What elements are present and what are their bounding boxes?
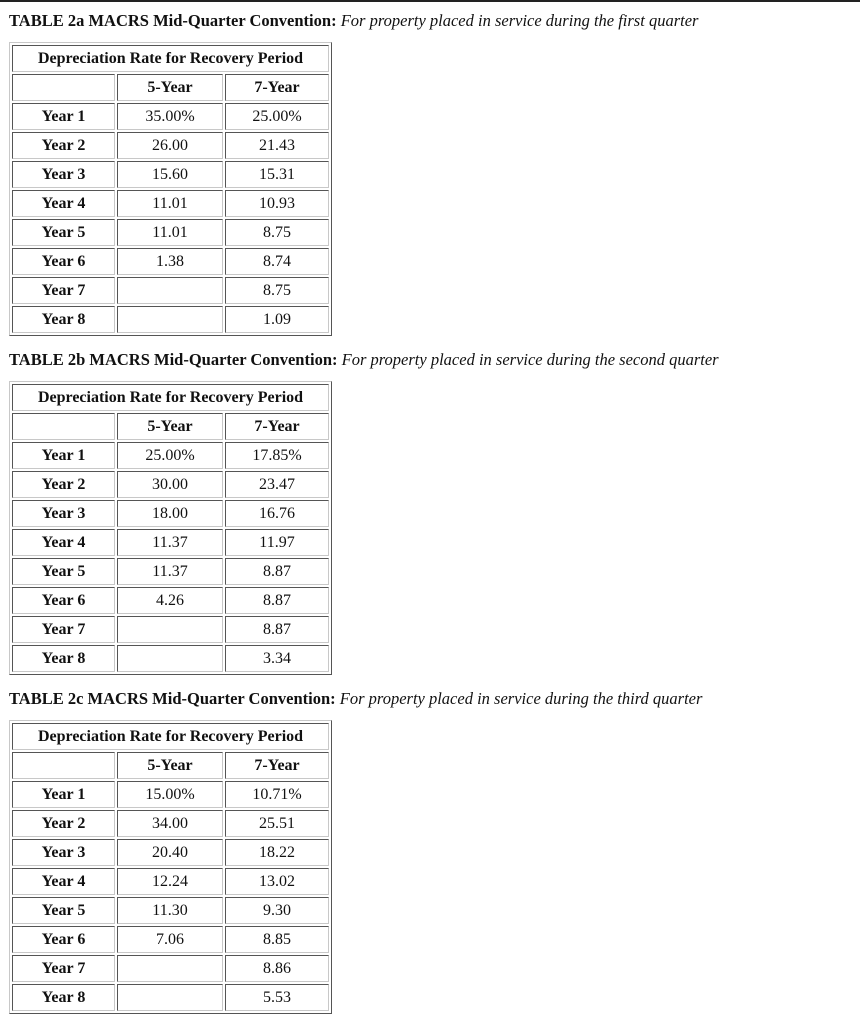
table-row <box>12 132 329 159</box>
table-row <box>12 500 329 527</box>
five-year-rate <box>117 306 223 333</box>
table-row <box>12 587 329 614</box>
five-year-rate: 15.00% <box>117 781 223 808</box>
seven-year-rate: 3.34 <box>225 645 329 672</box>
seven-year-rate: 11.97 <box>225 529 329 556</box>
top-rule <box>0 0 860 2</box>
five-year-rate: 11.37 <box>117 558 223 585</box>
table-row <box>12 219 329 246</box>
column-header-row <box>12 74 329 101</box>
five-year-rate: 7.06 <box>117 926 223 953</box>
column-header-row <box>12 413 329 440</box>
five-year-header: 5-Year <box>117 74 223 101</box>
seven-year-rate: 8.86 <box>225 955 329 982</box>
five-year-rate <box>117 616 223 643</box>
caption-lead: TABLE 2b MACRS Mid-Quarter Convention: <box>9 350 338 369</box>
year-label: Year 5 <box>12 558 115 585</box>
seven-year-header: 7-Year <box>225 752 329 779</box>
table-2c-section <box>9 689 703 1006</box>
table-2a-section <box>9 11 699 328</box>
recovery-period-header: Depreciation Rate for Recovery Period <box>12 45 329 72</box>
seven-year-rate: 23.47 <box>225 471 329 498</box>
five-year-rate: 11.01 <box>117 190 223 217</box>
seven-year-rate: 15.31 <box>225 161 329 188</box>
table-2b <box>9 381 332 675</box>
table-2c-caption <box>9 689 702 709</box>
caption-description: For property placed in service during the second quarter <box>341 350 719 369</box>
table-row <box>12 781 329 808</box>
blank-header-cell <box>12 752 115 779</box>
year-label: Year 4 <box>12 190 115 217</box>
five-year-rate: 34.00 <box>117 810 223 837</box>
recovery-period-header: Depreciation Rate for Recovery Period <box>12 723 329 750</box>
year-label: Year 6 <box>12 248 115 275</box>
table-row <box>12 984 329 1011</box>
year-label: Year 4 <box>12 529 115 556</box>
seven-year-rate: 18.22 <box>225 839 329 866</box>
seven-year-rate: 8.87 <box>225 616 329 643</box>
seven-year-rate: 8.75 <box>225 277 329 304</box>
five-year-rate: 4.26 <box>117 587 223 614</box>
seven-year-rate: 8.75 <box>225 219 329 246</box>
seven-year-rate: 8.87 <box>225 558 329 585</box>
year-label: Year 7 <box>12 616 115 643</box>
table-2b-caption <box>9 350 719 370</box>
year-label: Year 6 <box>12 926 115 953</box>
five-year-rate: 1.38 <box>117 248 223 275</box>
seven-year-rate: 8.74 <box>225 248 329 275</box>
year-label: Year 3 <box>12 839 115 866</box>
seven-year-rate: 8.87 <box>225 587 329 614</box>
year-label: Year 7 <box>12 277 115 304</box>
caption-lead: TABLE 2c MACRS Mid-Quarter Convention: <box>9 689 336 708</box>
five-year-rate <box>117 645 223 672</box>
five-year-rate <box>117 277 223 304</box>
table-row <box>12 955 329 982</box>
year-label: Year 3 <box>12 500 115 527</box>
five-year-rate: 30.00 <box>117 471 223 498</box>
five-year-rate: 18.00 <box>117 500 223 527</box>
year-label: Year 2 <box>12 810 115 837</box>
table-2c <box>9 720 332 1014</box>
table-row <box>12 306 329 333</box>
seven-year-rate: 25.51 <box>225 810 329 837</box>
year-label: Year 3 <box>12 161 115 188</box>
seven-year-rate: 1.09 <box>225 306 329 333</box>
five-year-rate: 35.00% <box>117 103 223 130</box>
table-row <box>12 103 329 130</box>
header-row <box>12 45 329 72</box>
header-row <box>12 723 329 750</box>
table-row <box>12 529 329 556</box>
seven-year-rate: 16.76 <box>225 500 329 527</box>
seven-year-rate: 10.93 <box>225 190 329 217</box>
year-label: Year 6 <box>12 587 115 614</box>
year-label: Year 7 <box>12 955 115 982</box>
recovery-period-header: Depreciation Rate for Recovery Period <box>12 384 329 411</box>
year-label: Year 8 <box>12 984 115 1011</box>
five-year-rate: 11.30 <box>117 897 223 924</box>
year-label: Year 2 <box>12 132 115 159</box>
table-row <box>12 897 329 924</box>
table-row <box>12 868 329 895</box>
table-row <box>12 839 329 866</box>
seven-year-rate: 25.00% <box>225 103 329 130</box>
seven-year-header: 7-Year <box>225 413 329 440</box>
table-row <box>12 926 329 953</box>
table-row <box>12 616 329 643</box>
five-year-rate <box>117 984 223 1011</box>
year-label: Year 8 <box>12 306 115 333</box>
seven-year-rate: 13.02 <box>225 868 329 895</box>
table-2b-section <box>9 350 719 667</box>
table-row <box>12 161 329 188</box>
table-row <box>12 277 329 304</box>
caption-description: For property placed in service during the first quarter <box>340 11 699 30</box>
year-label: Year 5 <box>12 897 115 924</box>
seven-year-rate: 5.53 <box>225 984 329 1011</box>
caption-lead: TABLE 2a MACRS Mid-Quarter Convention: <box>9 11 337 30</box>
column-header-row <box>12 752 329 779</box>
table-row <box>12 442 329 469</box>
blank-header-cell <box>12 74 115 101</box>
five-year-rate: 15.60 <box>117 161 223 188</box>
year-label: Year 1 <box>12 103 115 130</box>
header-row <box>12 384 329 411</box>
seven-year-rate: 21.43 <box>225 132 329 159</box>
year-label: Year 1 <box>12 781 115 808</box>
five-year-header: 5-Year <box>117 413 223 440</box>
five-year-rate: 11.37 <box>117 529 223 556</box>
year-label: Year 4 <box>12 868 115 895</box>
year-label: Year 5 <box>12 219 115 246</box>
five-year-rate: 20.40 <box>117 839 223 866</box>
seven-year-rate: 17.85% <box>225 442 329 469</box>
seven-year-header: 7-Year <box>225 74 329 101</box>
year-label: Year 8 <box>12 645 115 672</box>
seven-year-rate: 10.71% <box>225 781 329 808</box>
seven-year-rate: 9.30 <box>225 897 329 924</box>
table-row <box>12 190 329 217</box>
five-year-header: 5-Year <box>117 752 223 779</box>
seven-year-rate: 8.85 <box>225 926 329 953</box>
five-year-rate: 11.01 <box>117 219 223 246</box>
table-2a-caption <box>9 11 698 31</box>
caption-description: For property placed in service during the third quarter <box>339 689 703 708</box>
table-2a <box>9 42 332 336</box>
five-year-rate: 12.24 <box>117 868 223 895</box>
five-year-rate <box>117 955 223 982</box>
year-label: Year 1 <box>12 442 115 469</box>
table-row <box>12 471 329 498</box>
table-row <box>12 558 329 585</box>
year-label: Year 2 <box>12 471 115 498</box>
table-row <box>12 248 329 275</box>
table-row <box>12 645 329 672</box>
blank-header-cell <box>12 413 115 440</box>
five-year-rate: 26.00 <box>117 132 223 159</box>
five-year-rate: 25.00% <box>117 442 223 469</box>
table-row <box>12 810 329 837</box>
